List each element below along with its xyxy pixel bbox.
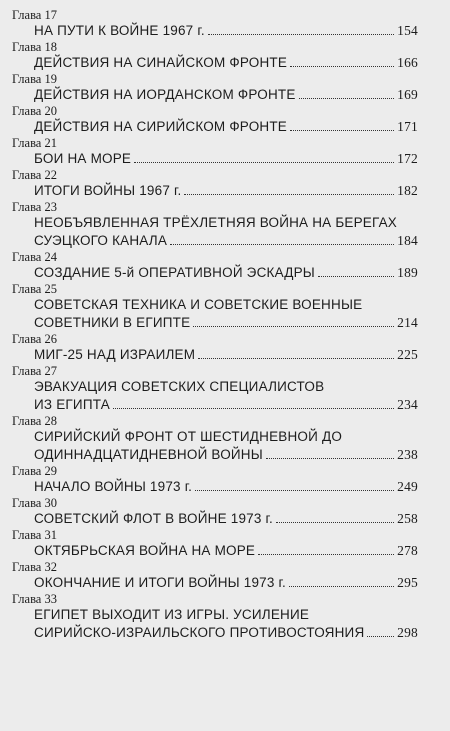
chapter-title — [0, 54, 450, 72]
toc-entry — [0, 560, 450, 592]
dot-leader — [134, 162, 394, 163]
chapter-title-text: ДЕЙСТВИЯ НА СИРИЙСКОМ ФРОНТЕ — [34, 119, 288, 134]
chapter-title — [0, 574, 450, 592]
page-number: 172 — [397, 151, 418, 166]
chapter-title-text: СОВЕТСКИЙ ФЛОТ В ВОЙНЕ 1973 г. — [34, 511, 273, 526]
toc-entry — [0, 72, 450, 104]
toc-entry — [0, 332, 450, 364]
chapter-title-line — [34, 264, 418, 282]
chapter-number: Глава 28 — [12, 414, 57, 428]
chapter-title-line — [34, 22, 418, 40]
chapter-title-text: ОКОНЧАНИЕ И ИТОГИ ВОЙНЫ 1973 г. — [34, 575, 286, 590]
chapter-title-line — [34, 574, 418, 592]
toc-entry — [0, 168, 450, 200]
dot-leader — [113, 408, 394, 409]
chapter-title-line — [34, 214, 418, 232]
chapter-title — [0, 182, 450, 200]
chapter-title-line — [34, 428, 418, 446]
chapter-title-text: СУЭЦКОГО КАНАЛА — [34, 233, 168, 248]
chapter-title-line — [34, 478, 418, 496]
toc-entry — [0, 282, 450, 332]
page-number: 258 — [397, 511, 418, 526]
chapter-title-line — [34, 624, 418, 642]
chapter-title-line — [34, 314, 418, 332]
dot-leader — [290, 66, 394, 67]
chapter-title-text: СОВЕТНИКИ В ЕГИПТЕ — [34, 315, 191, 330]
chapter-title-text: СОВЕТСКАЯ ТЕХНИКА И СОВЕТСКИЕ ВОЕННЫЕ — [34, 297, 363, 312]
chapter-title — [0, 118, 450, 136]
chapter-title — [0, 428, 450, 464]
chapter-title-line — [34, 86, 418, 104]
chapter-title-line — [34, 150, 418, 168]
dot-leader — [290, 130, 394, 131]
chapter-title-line — [34, 378, 418, 396]
chapter-title-text: СИРИЙСКО-ИЗРАИЛЬСКОГО ПРОТИВОСТОЯНИЯ — [34, 625, 365, 640]
dot-leader — [299, 98, 395, 99]
chapter-number: Глава 17 — [12, 8, 57, 22]
page-number: 184 — [397, 233, 418, 248]
chapter-title-line — [34, 396, 418, 414]
dot-leader — [276, 522, 394, 523]
chapter-number: Глава 18 — [12, 40, 57, 54]
toc-entry — [0, 364, 450, 414]
page-number: 295 — [397, 575, 418, 590]
chapter-number: Глава 24 — [12, 250, 57, 264]
chapter-title-text: СИРИЙСКИЙ ФРОНТ ОТ ШЕСТИДНЕВНОЙ ДО — [34, 429, 343, 444]
chapter-title-line — [34, 182, 418, 200]
dot-leader — [184, 194, 394, 195]
chapter-title-text: ДЕЙСТВИЯ НА СИНАЙСКОМ ФРОНТЕ — [34, 55, 288, 70]
chapter-number: Глава 21 — [12, 136, 57, 150]
chapter-title-text: МИГ-25 НАД ИЗРАИЛЕМ — [34, 347, 196, 362]
chapter-number: Глава 32 — [12, 560, 57, 574]
chapter-title — [0, 606, 450, 642]
chapter-title-text: ЭВАКУАЦИЯ СОВЕТСКИХ СПЕЦИАЛИСТОВ — [34, 379, 325, 394]
chapter-number: Глава 31 — [12, 528, 57, 542]
toc-entry — [0, 592, 450, 642]
dot-leader — [170, 244, 394, 245]
chapter-title-text: НАЧАЛО ВОЙНЫ 1973 г. — [34, 479, 193, 494]
toc-entry — [0, 136, 450, 168]
chapter-number: Глава 22 — [12, 168, 57, 182]
chapter-title — [0, 510, 450, 528]
dot-leader — [266, 458, 394, 459]
chapter-title-text: ОДИННАДЦАТИДНЕВНОЙ ВОЙНЫ — [34, 447, 263, 462]
chapter-title-line — [34, 346, 418, 364]
chapter-title-line — [34, 606, 418, 624]
chapter-title — [0, 264, 450, 282]
toc-entry — [0, 40, 450, 72]
chapter-number: Глава 19 — [12, 72, 57, 86]
toc-entry — [0, 250, 450, 282]
chapter-title-text: БОИ НА МОРЕ — [34, 151, 132, 166]
chapter-number: Глава 23 — [12, 200, 57, 214]
chapter-number: Глава 20 — [12, 104, 57, 118]
table-of-contents — [0, 8, 450, 642]
chapter-title — [0, 214, 450, 250]
toc-entry — [0, 496, 450, 528]
chapter-title-text: ОКТЯБРЬСКАЯ ВОЙНА НА МОРЕ — [34, 543, 256, 558]
chapter-title — [0, 346, 450, 364]
dot-leader — [193, 326, 394, 327]
chapter-number: Глава 29 — [12, 464, 57, 478]
dot-leader — [198, 358, 394, 359]
dot-leader — [195, 490, 394, 491]
chapter-title-text: СОЗДАНИЕ 5-й ОПЕРАТИВНОЙ ЭСКАДРЫ — [34, 265, 315, 280]
page-number: 214 — [397, 315, 418, 330]
chapter-number: Глава 25 — [12, 282, 57, 296]
chapter-title-text: ИЗ ЕГИПТА — [34, 397, 110, 412]
toc-entry — [0, 8, 450, 40]
chapter-number: Глава 30 — [12, 496, 57, 510]
chapter-title-line — [34, 232, 418, 250]
toc-entry — [0, 104, 450, 136]
chapter-title — [0, 296, 450, 332]
chapter-title-line — [34, 446, 418, 464]
toc-entry — [0, 528, 450, 560]
page-number: 182 — [397, 183, 418, 198]
chapter-title-line — [34, 118, 418, 136]
dot-leader — [367, 636, 394, 637]
toc-entry — [0, 414, 450, 464]
chapter-title-line — [34, 510, 418, 528]
dot-leader — [318, 276, 394, 277]
chapter-number: Глава 27 — [12, 364, 57, 378]
chapter-title — [0, 22, 450, 40]
chapter-title — [0, 542, 450, 560]
chapter-title — [0, 478, 450, 496]
chapter-title-text: ДЕЙСТВИЯ НА ИОРДАНСКОМ ФРОНТЕ — [34, 87, 296, 102]
dot-leader — [208, 34, 394, 35]
page-number: 154 — [397, 23, 418, 38]
page-number: 171 — [397, 119, 418, 134]
toc-entry — [0, 464, 450, 496]
chapter-title-text: НЕОБЪЯВЛЕННАЯ ТРЁХЛЕТНЯЯ ВОЙНА НА БЕРЕГАХ — [34, 215, 398, 230]
page-number: 238 — [397, 447, 418, 462]
chapter-title — [0, 150, 450, 168]
page-number: 249 — [397, 479, 418, 494]
page-number: 225 — [397, 347, 418, 362]
chapter-title-line — [34, 54, 418, 72]
chapter-title — [0, 86, 450, 104]
chapter-number: Глава 33 — [12, 592, 57, 606]
chapter-title — [0, 378, 450, 414]
page-number: 234 — [397, 397, 418, 412]
chapter-title-line — [34, 296, 418, 314]
chapter-title-line — [34, 542, 418, 560]
page-number: 189 — [397, 265, 418, 280]
chapter-number: Глава 26 — [12, 332, 57, 346]
toc-entry — [0, 200, 450, 250]
dot-leader — [289, 586, 394, 587]
chapter-title-text: ЕГИПЕТ ВЫХОДИТ ИЗ ИГРЫ. УСИЛЕНИЕ — [34, 607, 310, 622]
dot-leader — [258, 554, 394, 555]
page-number: 298 — [397, 625, 418, 640]
page-number: 166 — [397, 55, 418, 70]
chapter-title-text: НА ПУТИ К ВОЙНЕ 1967 г. — [34, 23, 205, 38]
chapter-title-text: ИТОГИ ВОЙНЫ 1967 г. — [34, 183, 182, 198]
page-number: 169 — [397, 87, 418, 102]
page-number: 278 — [397, 543, 418, 558]
